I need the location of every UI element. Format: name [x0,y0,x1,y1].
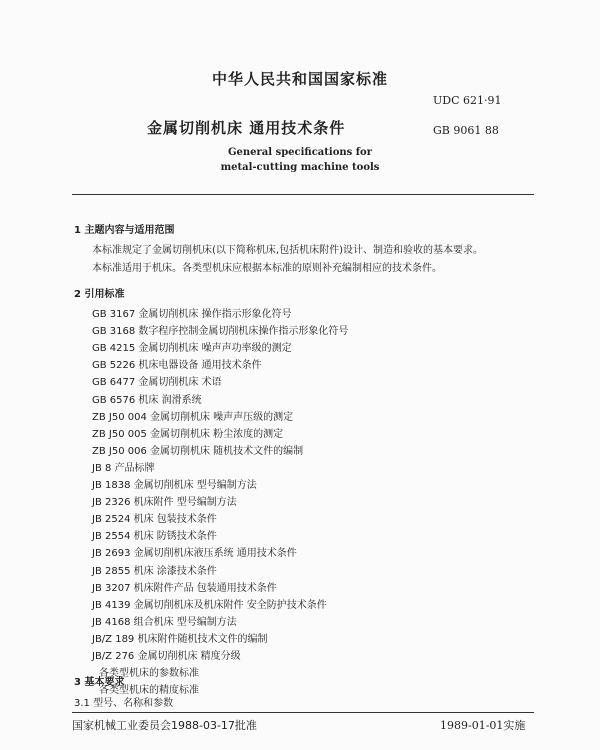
reference-item: JB 2554 机床 防锈技术条件 [92,531,217,543]
reference-item: 各类型机床的参数标准 [99,668,199,680]
national-standard-label: 中华人民共和国国家标准 [211,70,388,88]
english-title-line1: General specifications for [228,147,372,158]
reference-item: GB 5226 机床电器设备 通用技术条件 [92,360,262,372]
reference-item: JB 2326 机床附件 型号编制方法 [92,497,237,509]
reference-item: JB/Z 276 金属切削机床 精度分级 [92,651,241,662]
reference-item: GB 3167 金属切削机床 操作指示形象化符号 [92,309,292,320]
reference-item: GB 3168 数字程序控制金属切削机床操作指示形象化符号 [92,326,349,338]
reference-item: ZB J50 005 金属切削机床 粉尘浓度的测定 [92,428,284,440]
reference-item: JB/Z 189 机床附件随机技术文件的编制 [92,633,268,645]
reference-item: 各类型机床的精度标准 [99,685,199,697]
gb-number: GB 9061 88 [433,124,499,137]
udc-number: UDC 621·91 [433,94,502,107]
effective-date: 1989-01-01实施 [440,719,526,732]
reference-item: JB 2693 金属切削机床液压系统 通用技术条件 [92,548,297,560]
section1-heading: 1 主题内容与适用范围 [74,225,175,236]
bottom-divider [72,712,534,713]
reference-item: ZB J50 006 金属切削机床 随机技术文件的编制 [92,445,304,457]
english-title-line2: metal-cutting machine tools [220,162,380,173]
reference-item: ZB J50 004 金属切削机床 噪声声压级的测定 [92,411,294,423]
reference-item: JB 4168 组合机床 型号编制方法 [92,616,237,628]
section2-heading: 2 引用标准 [74,289,125,300]
section3-heading: 3 基本要求 [74,677,125,688]
reference-item: GB 6576 机床 润滑系统 [92,394,202,406]
reference-item: GB 6477 金属切削机床 术语 [92,377,222,389]
section1-paragraph2: 本标准适用于机床。各类型机床应根据本标准的原则补充编制相应的技术条件。 [92,263,442,274]
approval-date: 国家机械工业委员会1988-03-17批准 [72,719,257,732]
document-title: 金属切削机床 通用技术条件 [147,119,346,137]
reference-item: GB 4215 金属切削机床 噪声声功率级的测定 [92,343,292,355]
reference-item: JB 2524 机床 包装技术条件 [92,514,217,526]
section3-1-heading: 3.1 型号、名称和参数 [74,698,174,709]
reference-item: JB 8 产品标牌 [92,462,155,474]
reference-item: JB 1838 金属切削机床 型号编制方法 [92,480,257,491]
top-divider [72,194,534,195]
reference-item: JB 3207 机床附件产品 包装通用技术条件 [92,582,277,594]
reference-item: JB 2855 机床 涂漆技术条件 [92,565,217,577]
section1-paragraph1: 本标准规定了金属切削机床(以下简称机床,包括机床附件)设计、制造和验收的基本要求。 [92,245,483,256]
reference-item: JB 4139 金属切削机床及机床附件 安全防护技术条件 [92,599,327,611]
